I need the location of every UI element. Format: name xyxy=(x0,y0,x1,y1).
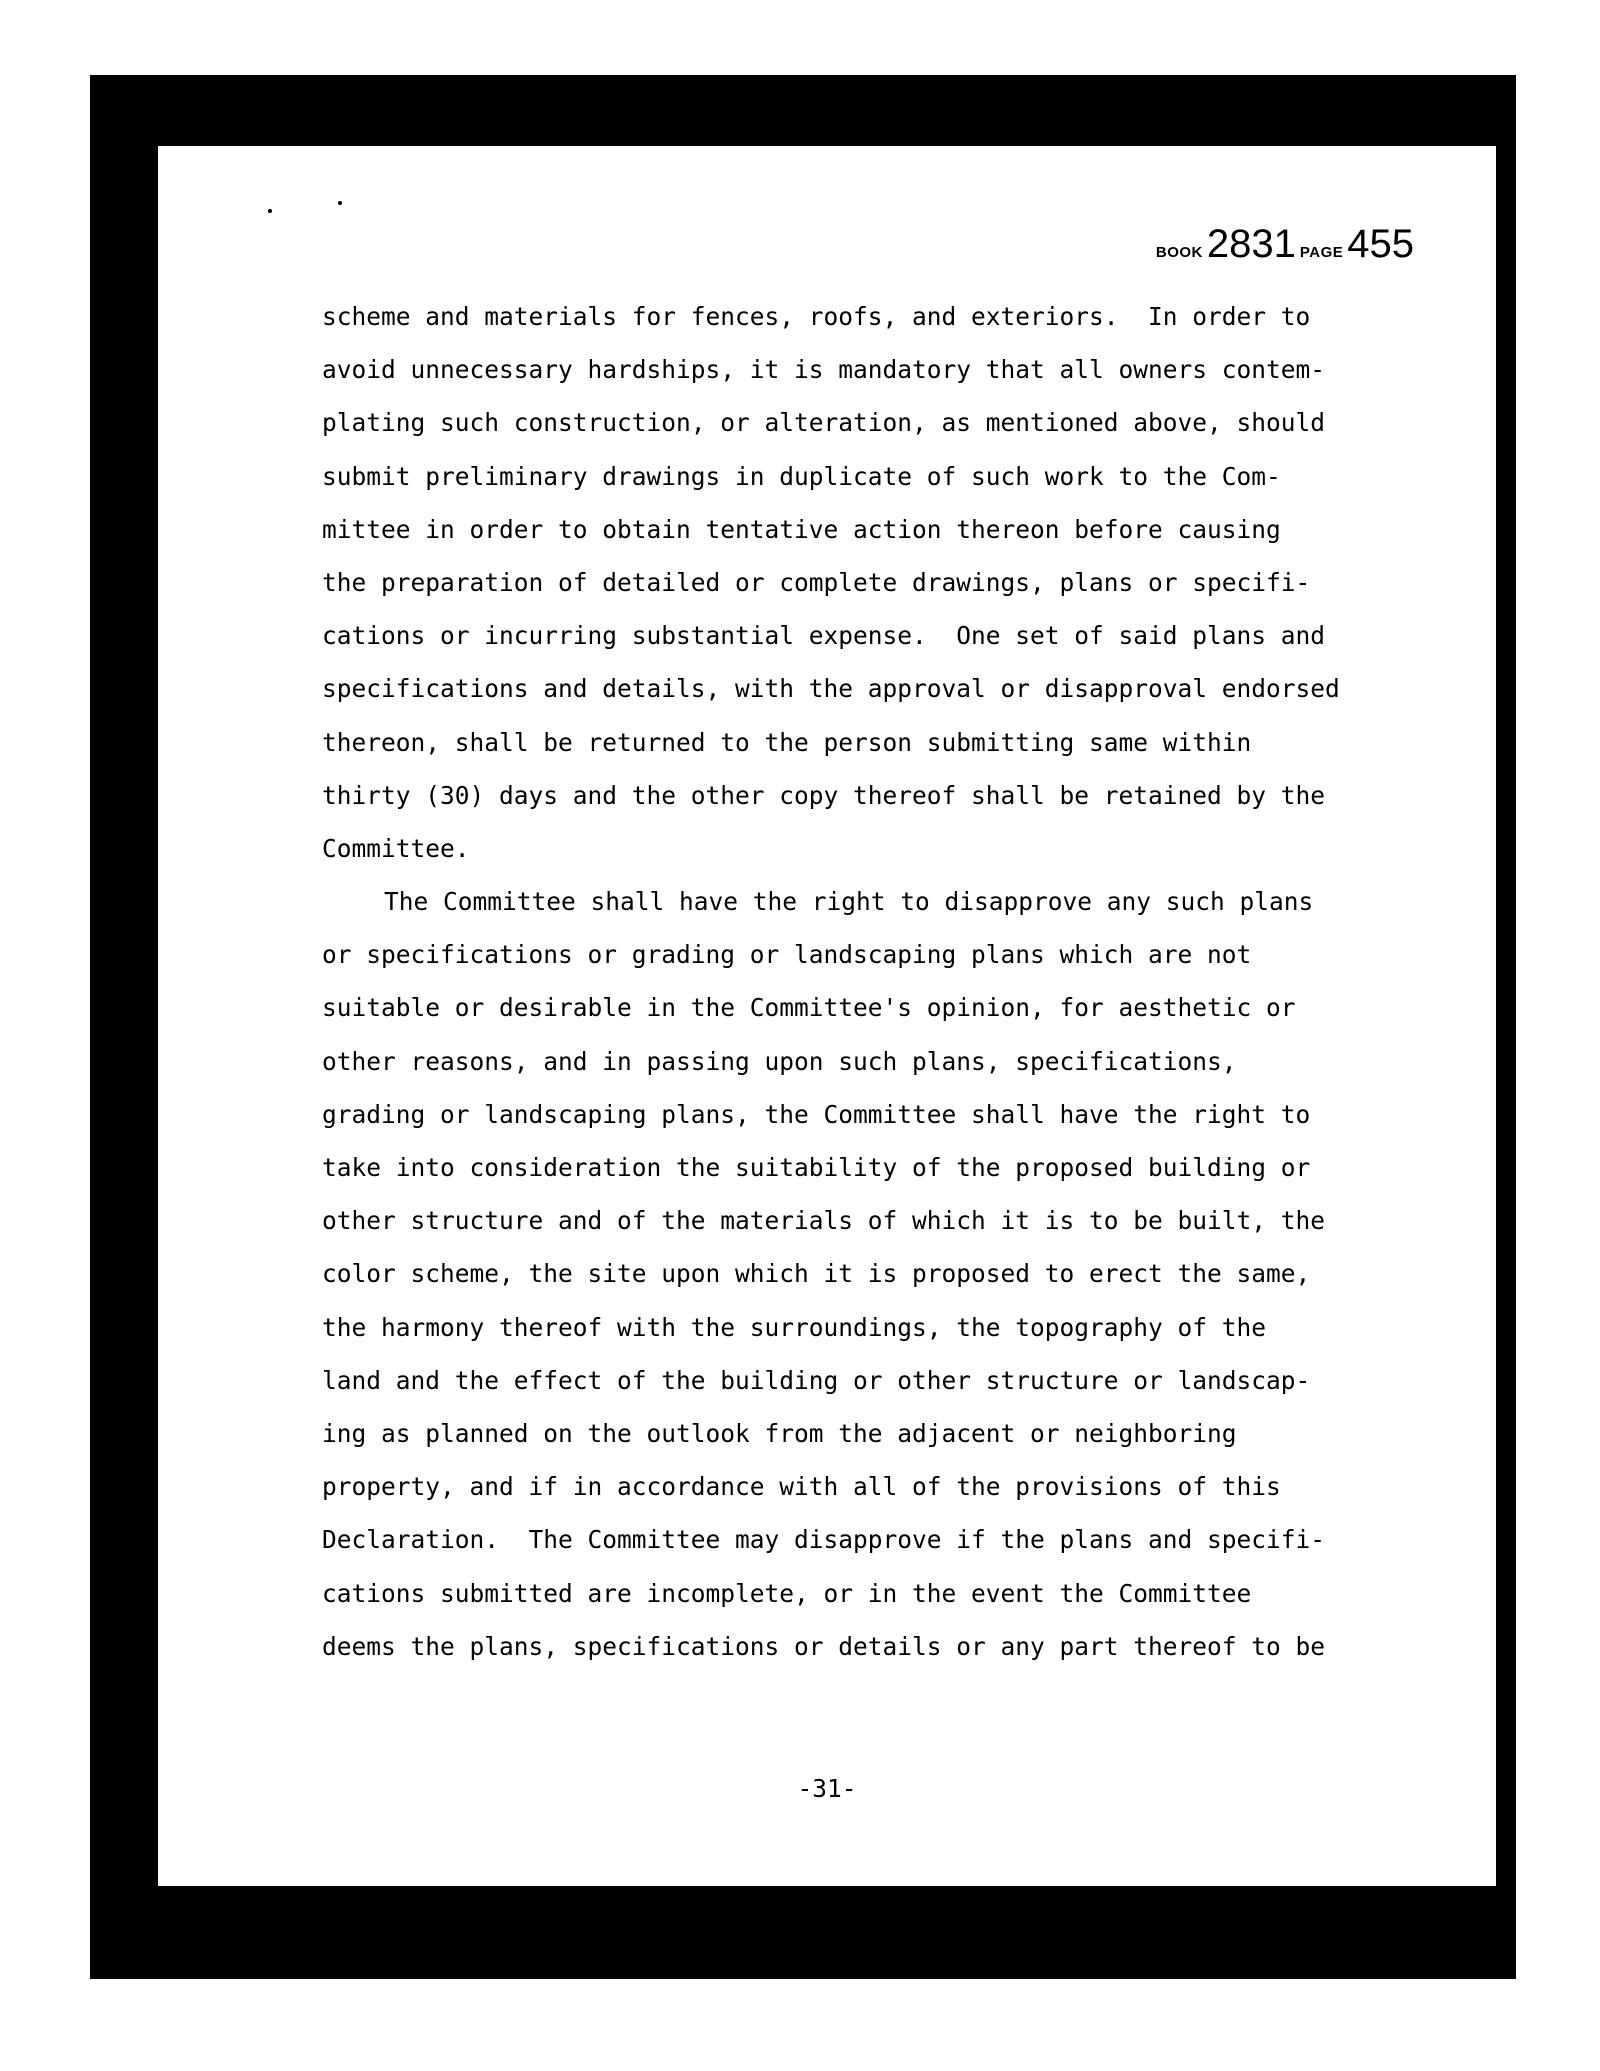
text-line: grading or landscaping plans, the Committee shall have the right to xyxy=(322,1099,1311,1129)
text-line: take into consideration the suitability of the proposed building or xyxy=(322,1153,1311,1182)
text-line: the harmony thereof with the surroundings, the topography of the xyxy=(322,1312,1267,1342)
text-line: avoid unnecessary hardships, it is mandatory that all owners contem- xyxy=(322,355,1326,385)
text-line: ing as planned on the outlook from the adjacent or neighboring xyxy=(322,1418,1237,1448)
text-line: cations or incurring substantial expense. One set of said plans and xyxy=(322,621,1326,651)
paragraph-2 xyxy=(322,875,1432,1673)
book-number: 2831 xyxy=(1206,222,1296,266)
text-line: submit preliminary drawings in duplicate of such work to the Com- xyxy=(322,461,1281,491)
page-label: PAGE xyxy=(1299,244,1344,261)
text-line: Committee. xyxy=(322,833,470,863)
scan-speck xyxy=(338,201,342,205)
document-page xyxy=(158,146,1496,1886)
text-line: the preparation of detailed or complete drawings, plans or specifi- xyxy=(322,567,1311,597)
text-line: other reasons, and in passing upon such plans, specifications, xyxy=(322,1046,1237,1076)
text-line: plating such construction, or alteration, as mentioned above, should xyxy=(322,408,1326,438)
text-line: Declaration. The Committee may disapprove if the plans and specifi- xyxy=(322,1525,1326,1555)
body-text xyxy=(322,290,1432,1673)
page-number: -31- xyxy=(797,1774,857,1803)
text-line: property, and if in accordance with all of the provisions of this xyxy=(322,1472,1281,1502)
text-line: or specifications or grading or landscaping plans which are not xyxy=(322,940,1252,970)
book-page-reference xyxy=(1156,222,1414,267)
text-line: mittee in order to obtain tentative action thereon before causing xyxy=(322,514,1281,544)
text-line: scheme and materials for fences, roofs, and exteriors. In order to xyxy=(322,302,1311,331)
text-line: thereon, shall be returned to the person submitting same within xyxy=(322,727,1252,757)
text-line: thirty (30) days and the other copy thereof shall be retained by the xyxy=(322,780,1326,810)
text-line: The Committee shall have the right to disapprove any such plans xyxy=(384,887,1314,917)
text-line: land and the effect of the building or other structure or landscap- xyxy=(322,1365,1311,1395)
text-line: cations submitted are incomplete, or in the event the Committee xyxy=(322,1578,1252,1608)
paragraph-1 xyxy=(322,290,1432,875)
book-label: BOOK xyxy=(1155,244,1203,261)
text-line: color scheme, the site upon which it is proposed to erect the same, xyxy=(322,1259,1311,1289)
text-line: specifications and details, with the approval or disapproval endorsed xyxy=(322,674,1340,704)
text-line: other structure and of the materials of which it is to be built, the xyxy=(322,1206,1326,1236)
text-line: suitable or desirable in the Committee's opinion, for aesthetic or xyxy=(322,993,1296,1023)
page-ref: 455 xyxy=(1347,222,1414,266)
scan-speck xyxy=(268,209,272,213)
text-line: deems the plans, specifications or details or any part thereof to be xyxy=(322,1631,1326,1661)
